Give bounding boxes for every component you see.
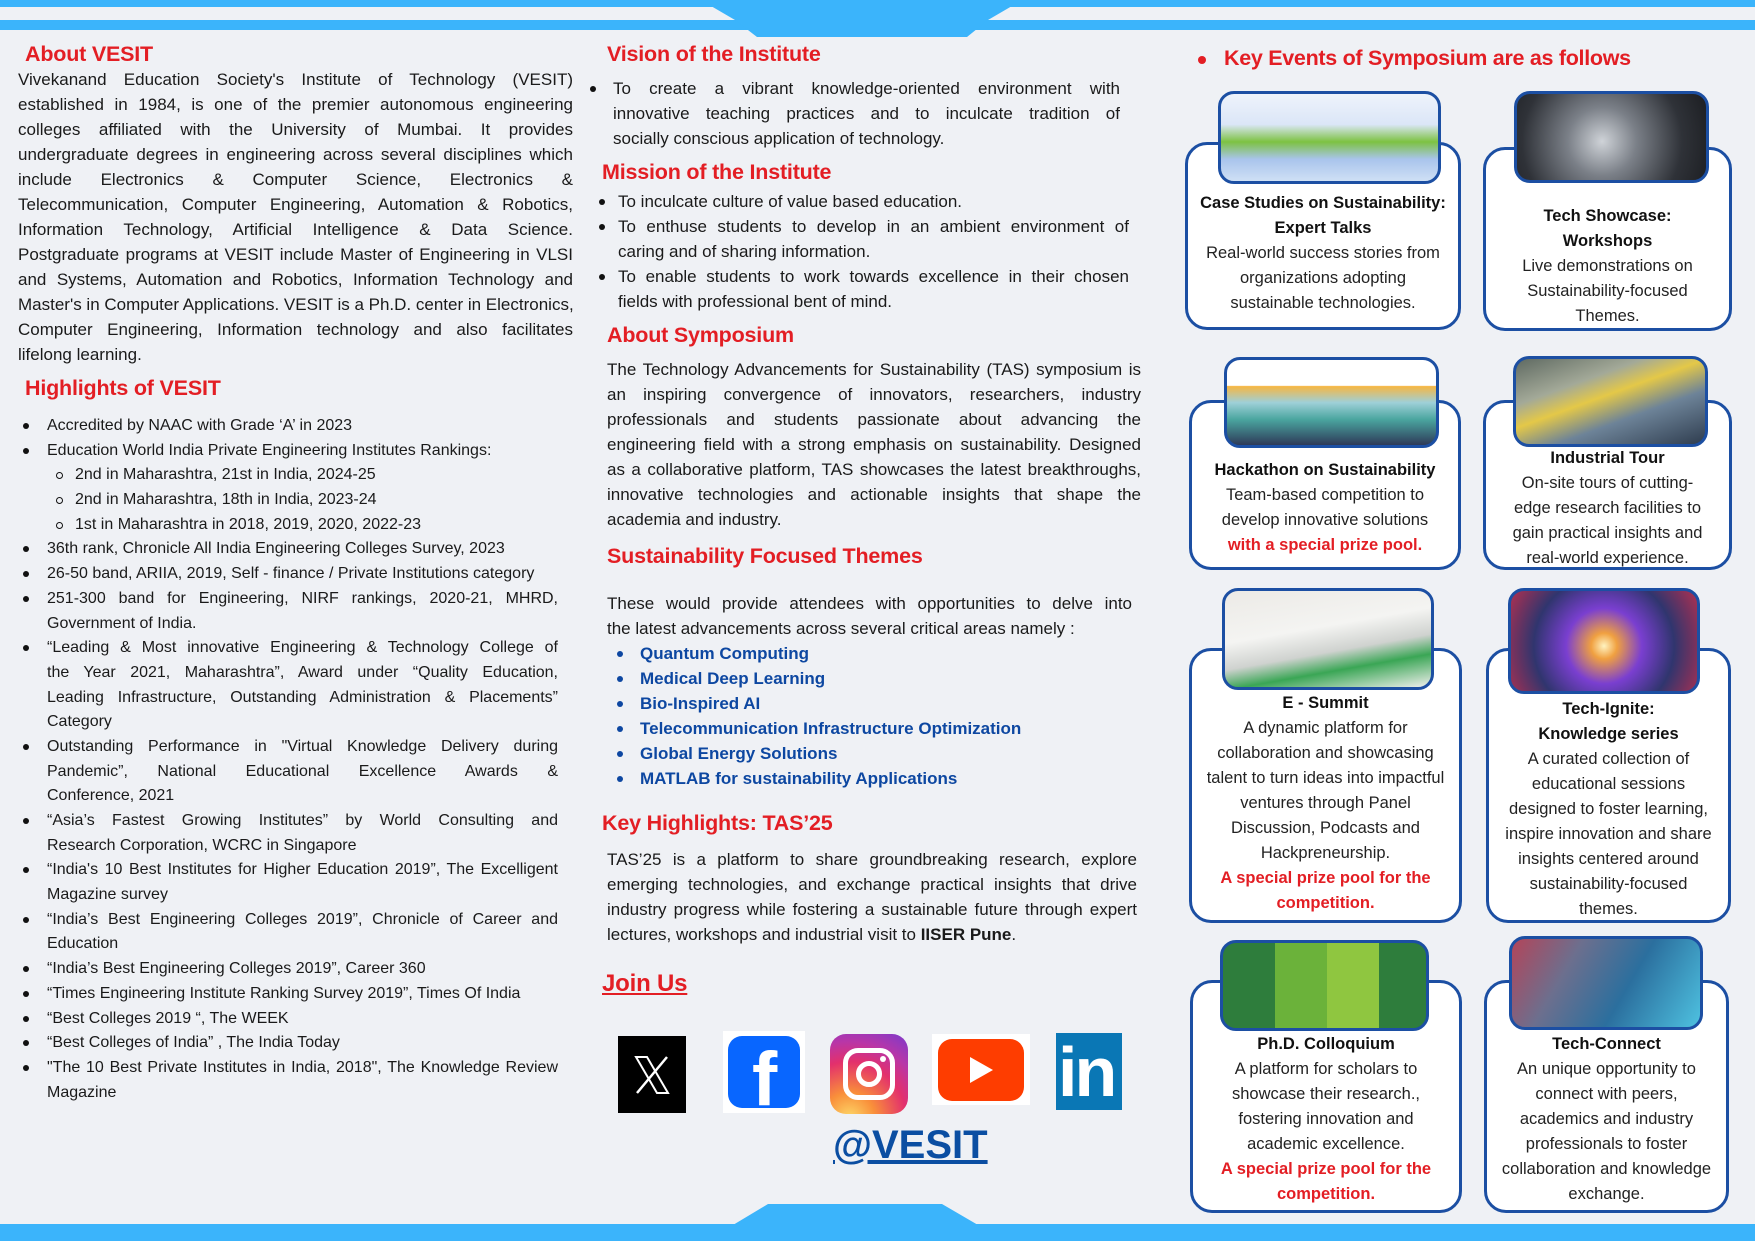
theme-item [617,766,1137,791]
theme-item [617,666,1137,691]
bullet-icon [617,726,623,732]
symposium-line: engineering field with a strong emphasis on sustainability. Designed [607,435,1141,454]
list-line: To enthuse students to develop in an ambient environment of [618,217,1129,236]
event-description: showcase their research., [1231,1085,1420,1103]
event-description: A platform for scholars to [1234,1060,1418,1078]
highlight-item [0,636,558,735]
event-card-text [1185,191,1461,316]
event-title: Tech-Connect [1552,1035,1661,1053]
themes-intro [607,591,1132,641]
list-item [590,76,1120,151]
bullet-icon [599,274,605,280]
linkedin-text: in [1058,1033,1115,1110]
bullet-icon [23,448,29,454]
event-description: academic excellence. [1247,1135,1405,1153]
event-image [1513,356,1708,447]
highlight-line: Research Corporation, WCRC in Singapore [47,836,357,854]
event-description: collaboration and showcasing [1217,744,1434,762]
event-description: real-world experience. [1526,549,1689,567]
highlight-item [0,488,560,513]
about-line: undergraduate degrees in engineering across several disciplines which [18,145,573,164]
bullet-icon [23,546,29,552]
about-line: established in 1984, is one of the premier autonomous engineering [18,95,573,114]
highlight-item [0,957,558,982]
list-item [596,264,1129,314]
event-title: Industrial Tour [1550,449,1665,467]
bullet-icon [617,776,623,782]
highlight-line: Education World India Private Engineering Institutes Rankings: [47,441,492,459]
highlight-line: Education [47,935,119,953]
top-tab-shape [0,0,1755,40]
list-line: To create a vibrant knowledge-oriented environment with [613,79,1120,98]
highlight-line: 251-300 band for Engineering, NIRF rankings, 2020-21, MHRD, [47,589,558,607]
bullet-icon [23,917,29,923]
event-card-text [1483,204,1732,329]
event-description: edge research facilities to [1513,499,1702,517]
event-description: Discussion, Podcasts and [1231,819,1420,837]
symposium-line: an inspiring convergence of innovators, researchers, industry [607,385,1141,404]
highlight-line: Pandemic”, National Educational Excellence Awards & [47,762,558,780]
event-prize-note: competition. [1276,1185,1376,1203]
bullet-icon [23,867,29,873]
key-highlights-text [607,847,1137,922]
about-line: Master's in Computer Applications. VESIT is a Ph.D. center in Electronics, [18,295,574,314]
highlight-line: Magazine [47,1083,117,1101]
event-card-text [1483,446,1732,571]
event-description: On-site tours of cutting- [1521,474,1694,492]
highlight-line: 1st in Maharashtra in 2018, 2019, 2020, 2022-23 [75,515,422,533]
event-description: Live demonstrations on [1522,257,1693,275]
bullet-icon [23,1040,29,1046]
highlight-item [0,982,558,1007]
highlight-line: the Year 2021, Maharashtra”, Award under “Quality Education, [47,663,558,681]
highlight-line: Leading Infrastructure, Outstanding Administration & Placements” [47,688,558,706]
vision-list [590,76,1120,151]
themes-intro-line: These would provide attendees with opportunities to delve into [607,594,1132,613]
theme-label: Medical Deep Learning [640,669,826,688]
theme-label: Quantum Computing [640,644,810,663]
event-card-text [1190,1032,1462,1207]
list-line: socially conscious application of technology. [613,129,945,148]
highlight-line: 26-50 band, ARIIA, 2019, Self - finance / Private Institutions category [47,565,535,583]
highlight-item [0,858,558,907]
event-title: Workshops [1562,232,1653,250]
highlights-list [0,414,560,1105]
highlight-item [0,414,558,439]
key-events-title: Key Events of Symposium are as follows [1224,46,1631,70]
about-line: colleges affiliated with the University of Mumbai. It provides [18,120,573,139]
event-description: academics and industry [1519,1110,1694,1128]
highlight-item [0,537,558,562]
about-line: Postgraduate programs at VESIT include Master of Engineering in VLSI [18,245,573,264]
about-line: and Systems, Automation and Robotics, Information Technology and [18,270,573,289]
event-description: themes. [1579,900,1638,918]
bullet-icon [23,596,29,602]
key-highlights-last-line [607,922,1137,947]
event-title: Ph.D. Colloquium [1257,1035,1395,1053]
bullet-icon [23,423,29,429]
key-highlights-heading: Key Highlights: TAS’25 [602,811,833,835]
highlight-line: “India’s Best Engineering Colleges 2019”, Career 360 [47,960,426,978]
list-line: caring and of sharing information. [618,242,871,261]
event-description: designed to foster learning, [1508,800,1709,818]
symposium-line: as a collaborative platform, TAS showcases the latest breakthroughs, [607,460,1141,479]
event-card-text [1189,458,1461,558]
bullet-icon [23,818,29,824]
bullet-icon [23,571,29,577]
event-description: insights centered around [1518,850,1699,868]
bullet-icon [599,224,605,230]
theme-item [617,691,1137,716]
bullet-icon [23,1065,29,1071]
event-image [1224,357,1439,448]
highlight-item [0,562,558,587]
bullet-icon [617,701,623,707]
event-card-text [1486,697,1731,922]
event-card-text [1484,1032,1729,1207]
key-highlights-last-prefix: lectures, workshops and industrial visit to [607,925,921,944]
about-line: Computer Engineering, Information technology and also facilitates [18,320,573,339]
highlight-line: “Best Colleges 2019 “, The WEEK [47,1009,289,1027]
event-description: exchange. [1568,1185,1645,1203]
highlight-item [0,587,558,636]
about-line: Telecommunication, Computer Engineering, Automation & Robotics, [18,195,573,214]
list-line: fields with professional bent of mind. [618,292,893,311]
mission-heading: Mission of the Institute [602,160,832,184]
highlight-item [0,809,558,858]
event-description: A curated collection of [1527,750,1690,768]
about-symposium-heading: About Symposium [607,323,794,347]
event-description: inspire innovation and share [1505,825,1712,843]
bullet-icon [590,86,596,92]
theme-item [617,741,1137,766]
symposium-line: academia and industry. [607,510,782,529]
highlight-line: 36th rank, Chronicle All India Engineering Colleges Survey, 2023 [47,540,505,558]
event-description: professionals to foster [1525,1135,1688,1153]
highlight-item [0,1007,558,1032]
event-description: gain practical insights and [1512,524,1703,542]
event-description: develop innovative solutions [1221,511,1429,529]
event-title: Tech-Ignite: [1562,700,1655,718]
event-description: Real-world success stories from [1206,244,1440,262]
about-line: include Electronics & Computer Science, Electronics & [18,170,573,189]
event-description: sustainability-focused [1529,875,1688,893]
highlight-line: “India’s Best Engineering Colleges 2019”, Chronicle of Career and [47,910,558,928]
about-vesit-heading: About VESIT [25,42,153,66]
event-description: Team-based competition to [1225,486,1425,504]
bullet-icon [23,1016,29,1022]
bullet-icon [617,651,623,657]
symposium-line: innovative technologies and actionable insights that shape the [607,485,1141,504]
event-description: An unique opportunity to [1517,1060,1696,1078]
key-highlights-last-suffix: . [1011,925,1017,944]
theme-label: Global Energy Solutions [640,744,838,763]
event-description: connect with peers, [1535,1085,1678,1103]
event-description: Sustainability-focused [1527,282,1688,300]
highlight-line: Government of India. [47,614,197,632]
event-description: ventures through Panel [1240,794,1411,812]
bullet-icon [599,199,605,205]
highlight-line: Outstanding Performance in "Virtual Knowledge Delivery during [47,737,558,755]
event-prize-note: with a special prize pool. [1227,536,1423,554]
list-line: To enable students to work towards excellence in their chosen [618,267,1129,286]
theme-item [617,716,1137,741]
about-symposium-text [607,357,1141,532]
symposium-line: The Technology Advancements for Sustainability (TAS) symposium is [607,360,1141,379]
highlight-line: Conference, 2021 [47,787,175,805]
bullet-icon [23,991,29,997]
highlight-line: "The 10 Best Private Institutes in India, 2018", The Knowledge Review [47,1058,558,1076]
highlight-item [0,463,560,488]
event-description: A dynamic platform for [1243,719,1408,737]
linkedin-icon[interactable] [1056,1033,1122,1110]
mission-list [596,189,1129,314]
event-title: Case Studies on Sustainability: [1200,194,1446,212]
key-highlights-line: emerging technologies, and exchange practical insights that drive [607,875,1137,894]
theme-label: MATLAB for sustainability Applications [640,769,958,788]
circle-bullet-icon [56,497,63,504]
youtube-icon[interactable] [932,1034,1030,1105]
event-description: collaboration and knowledge [1501,1160,1712,1178]
event-description: Themes. [1575,307,1640,325]
highlight-item [0,908,558,957]
event-description: fostering innovation and [1238,1110,1414,1128]
bullet-icon [617,751,623,757]
event-title: E - Summit [1282,694,1369,712]
highlight-line: 2nd in Maharashtra, 18th in India, 2023-24 [75,491,377,509]
event-title: Tech Showcase: [1543,207,1672,225]
iiser-pune: IISER Pune [920,925,1012,944]
event-image [1218,91,1441,184]
highlight-line: “India's 10 Best Institutes for Higher Education 2019”, The Excelligent [47,861,558,879]
event-image [1220,940,1429,1031]
bullet-icon [23,645,29,651]
theme-item [617,641,1137,666]
facebook-icon[interactable]: f [723,1031,805,1113]
event-description: talent to turn ideas into impactful [1206,769,1445,787]
event-description: Hackpreneurship. [1260,844,1391,862]
about-line: lifelong learning. [18,345,142,364]
highlight-item [0,1056,558,1105]
highlight-line: “Best Colleges of India” , The India Today [47,1034,340,1052]
event-title: Expert Talks [1274,219,1372,237]
highlight-item [0,439,558,464]
event-title: Hackathon on Sustainability [1214,461,1436,479]
highlight-line: Magazine survey [47,886,168,904]
bullet-icon [23,966,29,972]
list-line: innovative teaching practices and to inculcate tradition of [613,104,1120,123]
theme-label: Bio-Inspired AI [640,694,761,713]
highlight-item [0,513,560,538]
circle-bullet-icon [56,472,63,479]
bullet-icon [1198,56,1206,64]
highlight-item [0,735,558,809]
key-highlights-line: industry progress while fostering a sustainable future through expert [607,900,1137,919]
list-item [596,214,1129,264]
event-description: sustainable technologies. [1230,294,1416,312]
highlight-line: Accredited by NAAC with Grade ‘A’ in 2023 [47,417,353,434]
bullet-icon [23,744,29,750]
themes-intro-line: the latest advancements across several critical areas namely : [607,619,1075,638]
symposium-line: professionals and students passionate about advancing the [607,410,1141,429]
event-image [1222,588,1434,690]
highlight-line: “Asia’s Fastest Growing Institutes” by World Consulting and [47,812,558,829]
event-image [1508,588,1700,694]
event-title: Knowledge series [1538,725,1679,743]
vesit-handle-link[interactable]: @VESIT [833,1123,988,1167]
event-prize-note: competition. [1276,894,1375,912]
event-description: organizations adopting [1239,269,1407,287]
x-icon[interactable] [618,1036,686,1113]
event-description: educational sessions [1531,775,1686,793]
about-line: Information Technology, Artificial Intelligence & Data Science. [18,220,573,239]
highlight-line: 2nd in Maharashtra, 21st in India, 2024-25 [75,466,376,484]
list-item [596,189,1129,214]
event-image [1514,91,1709,183]
highlight-line: “Times Engineering Institute Ranking Survey 2019”, Times Of India [47,984,521,1002]
instagram-icon[interactable] [830,1034,908,1114]
about-line: Vivekanand Education Society's Institute of Technology (VESIT) [18,70,573,89]
theme-label: Telecommunication Infrastructure Optimization [640,719,1022,738]
about-vesit-text [18,67,573,367]
themes-heading: Sustainability Focused Themes [607,544,923,568]
highlight-line: “Leading & Most innovative Engineering & Technology College of [47,639,558,657]
join-us-heading[interactable]: Join Us [602,970,688,997]
circle-bullet-icon [56,522,63,529]
key-highlights-line: TAS’25 is a platform to share groundbreaking research, explore [607,850,1137,869]
vision-heading: Vision of the Institute [607,42,821,66]
highlight-item [0,1031,558,1056]
event-prize-note: A special prize pool for the [1220,1160,1432,1178]
bullet-icon [617,676,623,682]
highlights-heading: Highlights of VESIT [25,376,221,400]
list-line: To inculcate culture of value based education. [618,192,963,211]
event-card-text [1189,691,1462,916]
highlight-line: Category [47,713,112,731]
event-prize-note: A special prize pool for the [1220,869,1431,887]
themes-list [617,641,1137,791]
event-image [1509,936,1703,1030]
